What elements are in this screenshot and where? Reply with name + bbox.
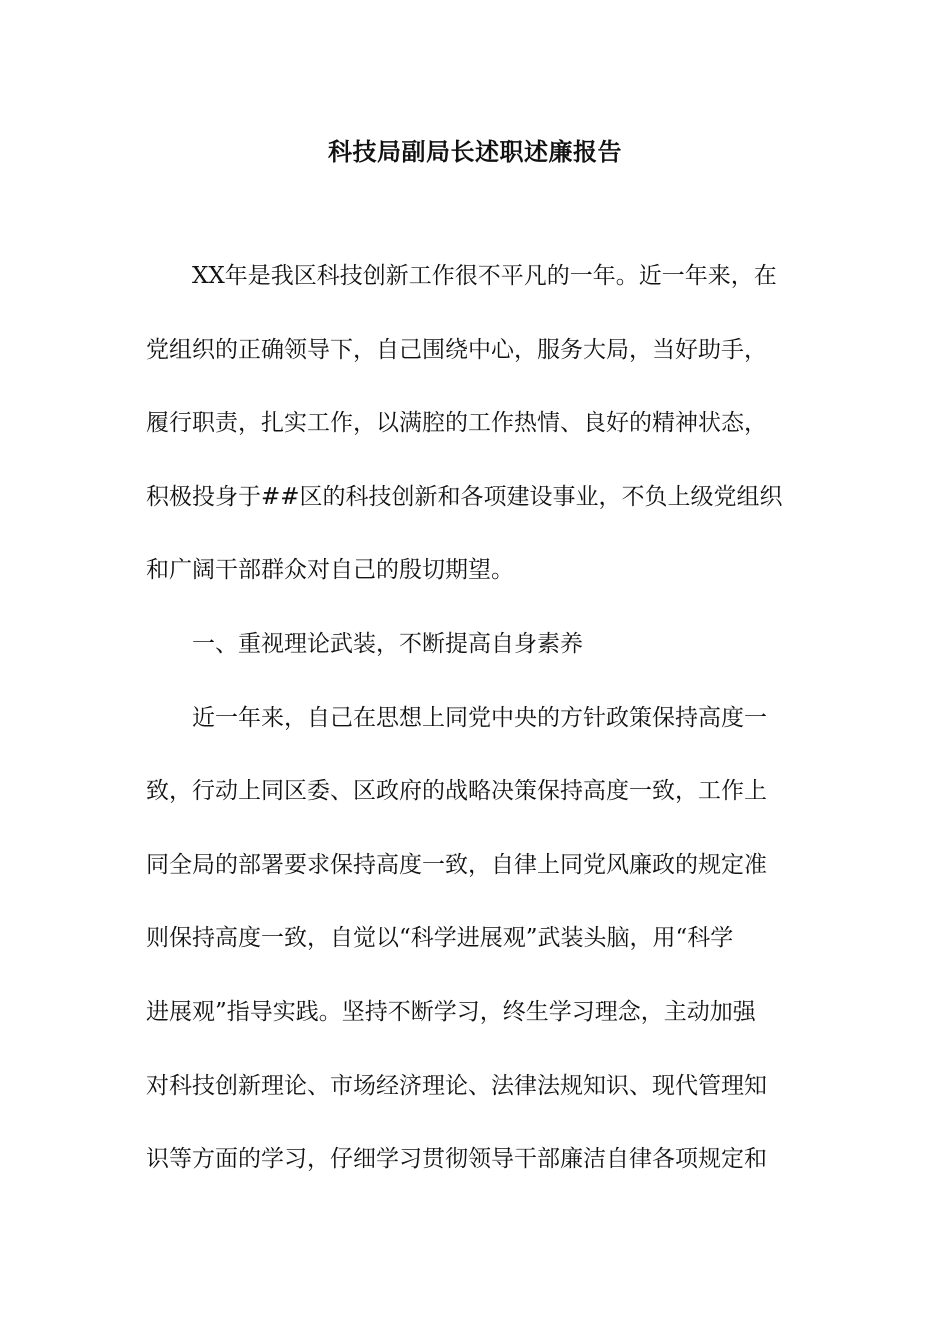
- paragraph-line: 致，行动上同区委、区政府的战略决策保持高度一致，工作上: [146, 778, 767, 805]
- paragraph-line: 识等方面的学习，仔细学习贯彻领导干部廉洁自律各项规定和: [146, 1146, 767, 1173]
- paragraph-line: 对科技创新理论、市场经济理论、法律法规知识、现代管理知: [146, 1072, 767, 1099]
- paragraph-line: XX年是我区科技创新工作很不平凡的一年。近一年来，在: [192, 263, 777, 289]
- paragraph-line: 近一年来，自己在思想上同党中央的方针政策保持高度一: [192, 704, 767, 731]
- document-body: [146, 254, 806, 1211]
- paragraph-line: 履行职责，扎实工作，以满腔的工作热情、良好的精神状态，: [146, 410, 767, 437]
- paragraph-line: 进展观”指导实践。坚持不断学习，终生学习理念，主动加强: [146, 998, 756, 1025]
- paragraph-line: 积极投身于##区的科技创新和各项建设事业，不负上级党组织: [146, 483, 783, 510]
- paragraph-line: 和广阔干部群众对自己的殷切期望。: [146, 557, 514, 584]
- paragraph-line: 则保持高度一致，自觉以“科学进展观”武装头脑，用“科学: [146, 925, 734, 952]
- section-heading: 一、重视理论武装，不断提高自身素养: [192, 630, 583, 657]
- paragraph-line: 同全局的部署要求保持高度一致，自律上同党风廉政的规定准: [146, 851, 767, 878]
- paragraph-line: 党组织的正确领导下，自己围绕中心，服务大局，当好助手，: [146, 336, 767, 363]
- document-title: 科技局副局长述职述廉报告: [328, 137, 622, 166]
